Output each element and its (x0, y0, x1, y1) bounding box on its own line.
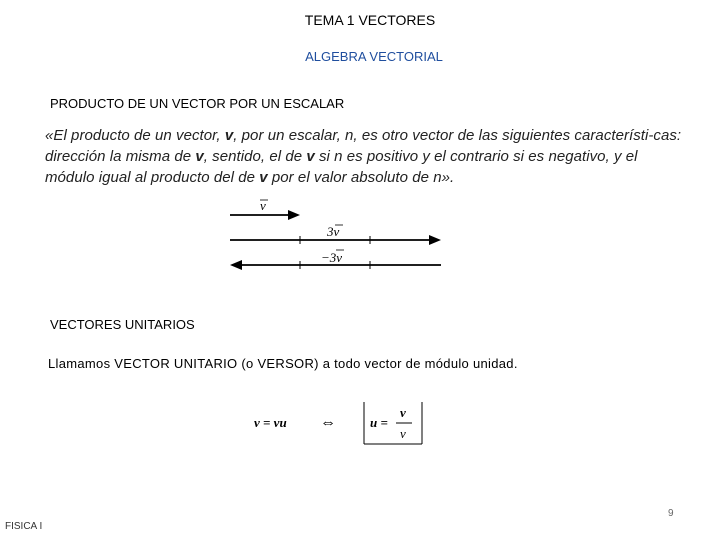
quote-part: por el valor absoluto de n». (267, 169, 455, 186)
page-title: TEMA 1 VECTORES (304, 12, 436, 28)
page-subtitle: ALGEBRA VECTORIAL (305, 49, 443, 64)
formula-numerator: v (400, 405, 406, 420)
quote-part: «El producto de un vector, (45, 127, 225, 144)
quote-part: , sentido, el de (203, 148, 307, 165)
page-number: 9 (668, 508, 674, 519)
quote-part: , por un escalar, n, es otro vector de las siguientes característi-cas: dirección la misma de (45, 127, 682, 165)
section-heading-unit-vectors: VECTORES UNITARIOS (50, 317, 195, 332)
equivalence-arrow-icon: ⇔ (320, 414, 336, 431)
section-heading-scalar-product: PRODUCTO DE UN VECTOR POR UN ESCALAR (50, 96, 345, 111)
vector-scaling-figure (225, 196, 455, 276)
formula-lhs: u = (370, 415, 388, 430)
vector-v-arrowhead (288, 210, 300, 220)
formula-denominator: v (400, 426, 406, 441)
quote-vector-symbol: v (195, 148, 204, 165)
quote-vector-symbol: v (306, 148, 315, 165)
unit-vector-formula (250, 400, 430, 448)
vector-v-label: v (260, 198, 266, 213)
vector-3v-arrowhead (429, 235, 441, 245)
quote-vector-symbol: v (259, 169, 268, 186)
formula-left: v = vu (254, 415, 287, 430)
footer-course-label: FISICA I (5, 521, 43, 532)
vector-minus3v-arrowhead (230, 260, 242, 270)
definition-quote (45, 125, 685, 188)
quote-vector-symbol: v (224, 127, 234, 144)
quote-part: si n es positivo y el contrario si es negativo, y el módulo igual al producto del de (45, 148, 638, 186)
vector-minus3v-label: −3v (321, 250, 343, 265)
unit-vector-definition: Llamamos VECTOR UNITARIO (o VERSOR) a todo vector de módulo unidad. (48, 356, 518, 371)
vector-3v-label: 3v (327, 224, 340, 239)
